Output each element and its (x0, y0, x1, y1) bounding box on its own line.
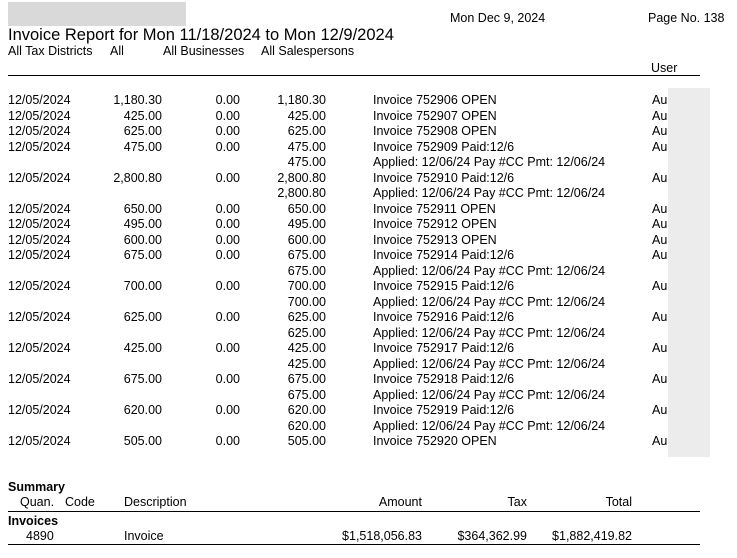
table-row (0, 140, 737, 156)
row-user: Au (652, 139, 668, 154)
row-user: Au (652, 434, 668, 448)
row-tax: 0.00 (215, 139, 240, 154)
row-tax: 0.00 (215, 201, 240, 216)
table-row (0, 248, 737, 264)
row-date: 12/05/2024 (8, 217, 71, 231)
row-description: Invoice 752916 Paid:12/6 (373, 310, 515, 324)
row-amount: 675.00 (123, 248, 162, 262)
row-description: Applied: 12/06/24 Pay #CC Pmt: 12/06/24 (373, 294, 606, 309)
row-total: 600.00 (287, 232, 326, 247)
row-date: 12/05/2024 (8, 434, 71, 448)
header-rule (8, 75, 700, 76)
row-tax: 0.00 (215, 310, 240, 324)
row-amount: 600.00 (123, 232, 162, 247)
row-total: 475.00 (287, 139, 326, 154)
row-total: 675.00 (287, 372, 326, 386)
row-user: Au (652, 403, 668, 417)
row-user: Au (652, 279, 668, 293)
row-description: Applied: 12/06/24 Pay #CC Pmt: 12/06/24 (373, 387, 606, 402)
invoice-table (0, 93, 737, 450)
row-tax: 0.00 (215, 434, 240, 448)
row-date: 12/05/2024 (8, 341, 71, 355)
row-description: Applied: 12/06/24 Pay #CC Pmt: 12/06/24 (373, 356, 606, 371)
row-description: Invoice 752909 Paid:12/6 (373, 139, 515, 154)
table-row (0, 403, 737, 419)
row-tax: 0.00 (215, 124, 240, 138)
table-row (0, 295, 737, 311)
row-total: 625.00 (287, 124, 326, 138)
summary-header-amount: Amount (378, 495, 422, 509)
row-description: Applied: 12/06/24 Pay #CC Pmt: 12/06/24 (373, 263, 606, 278)
row-description: Invoice 752915 Paid:12/6 (373, 279, 515, 293)
summary-header-tax: Tax (507, 495, 527, 509)
row-date: 12/05/2024 (8, 372, 71, 386)
table-row (0, 310, 737, 326)
table-row (0, 124, 737, 140)
row-description: Applied: 12/06/24 Pay #CC Pmt: 12/06/24 (373, 186, 606, 200)
table-row (0, 279, 737, 295)
row-description: Invoice 752914 Paid:12/6 (373, 248, 515, 262)
row-amount: 425.00 (123, 341, 162, 355)
table-row (0, 388, 737, 404)
table-row (0, 202, 737, 218)
row-description: Invoice 752907 OPEN (373, 108, 497, 123)
row-amount: 505.00 (123, 434, 162, 448)
row-total: 2,800.80 (277, 186, 326, 200)
report-title: Invoice Report for Mon 11/18/2024 to Mon 12/9/2024 (8, 26, 394, 44)
summary-header-description: Description (124, 495, 187, 509)
row-total: 620.00 (287, 418, 326, 433)
summary-group-label: Invoices (8, 514, 59, 528)
table-row (0, 264, 737, 280)
table-row (0, 372, 737, 388)
row-tax: 0.00 (215, 217, 240, 231)
row-total: 425.00 (287, 356, 326, 371)
row-user: Au (652, 310, 668, 324)
table-row (0, 171, 737, 187)
summary-header-quan: Quan. (20, 495, 55, 509)
row-total: 1,180.30 (277, 93, 326, 107)
row-tax: 0.00 (215, 372, 240, 386)
table-row (0, 233, 737, 249)
row-description: Applied: 12/06/24 Pay #CC Pmt: 12/06/24 (373, 325, 606, 340)
summary-tax: $364,362.99 (457, 529, 527, 543)
row-user: Au (652, 108, 668, 123)
summary-header-code: Code (65, 495, 95, 509)
row-total: 495.00 (287, 217, 326, 231)
summary-total: $1,882,419.82 (552, 529, 632, 543)
row-description: Invoice 752913 OPEN (373, 232, 497, 247)
row-date: 12/05/2024 (8, 93, 71, 107)
row-description: Invoice 752908 OPEN (373, 124, 497, 138)
row-date: 12/05/2024 (8, 108, 71, 123)
row-description: Invoice 752919 Paid:12/6 (373, 403, 515, 417)
table-row (0, 326, 737, 342)
page-number: Page No. 138 (648, 11, 725, 25)
row-tax: 0.00 (215, 341, 240, 355)
row-date: 12/05/2024 (8, 124, 71, 138)
row-user: Au (652, 170, 668, 185)
table-row (0, 93, 737, 109)
redacted-user-column (668, 88, 710, 457)
row-amount: 625.00 (123, 310, 162, 324)
summary-title: Summary (8, 480, 65, 494)
row-tax: 0.00 (215, 108, 240, 123)
row-description: Invoice 752920 OPEN (373, 434, 497, 448)
summary-header-total: Total (605, 495, 632, 509)
table-row (0, 419, 737, 435)
summary-description: Invoice (124, 529, 164, 543)
row-date: 12/05/2024 (8, 310, 71, 324)
table-row (0, 357, 737, 373)
row-total: 505.00 (287, 434, 326, 448)
row-date: 12/05/2024 (8, 170, 71, 185)
row-user: Au (652, 341, 668, 355)
row-user: Au (652, 372, 668, 386)
row-total: 675.00 (287, 248, 326, 262)
row-user: Au (652, 124, 668, 138)
row-description: Invoice 752912 OPEN (373, 217, 497, 231)
row-amount: 700.00 (123, 279, 162, 293)
table-row (0, 155, 737, 171)
row-total: 700.00 (287, 294, 326, 309)
row-tax: 0.00 (215, 93, 240, 107)
row-amount: 1,180.30 (113, 93, 162, 107)
row-description: Applied: 12/06/24 Pay #CC Pmt: 12/06/24 (373, 155, 606, 169)
row-total: 700.00 (287, 279, 326, 293)
user-column-header: User (651, 61, 678, 75)
row-description: Invoice 752917 Paid:12/6 (373, 341, 515, 355)
row-amount: 625.00 (123, 124, 162, 138)
row-total: 675.00 (287, 387, 326, 402)
row-amount: 2,800.80 (113, 170, 162, 185)
report-run-date: Mon Dec 9, 2024 (450, 11, 546, 25)
row-date: 12/05/2024 (8, 403, 71, 417)
row-tax: 0.00 (215, 279, 240, 293)
row-amount: 425.00 (123, 108, 162, 123)
row-description: Invoice 752910 Paid:12/6 (373, 170, 515, 185)
row-total: 675.00 (287, 263, 326, 278)
row-date: 12/05/2024 (8, 139, 71, 154)
row-tax: 0.00 (215, 232, 240, 247)
summary-bottom-rule (8, 544, 700, 545)
row-amount: 650.00 (123, 201, 162, 216)
row-total: 425.00 (287, 108, 326, 123)
row-total: 625.00 (287, 325, 326, 340)
row-amount: 475.00 (123, 139, 162, 154)
row-amount: 620.00 (123, 403, 162, 417)
row-amount: 675.00 (123, 372, 162, 386)
row-description: Invoice 752918 Paid:12/6 (373, 372, 515, 386)
row-tax: 0.00 (215, 170, 240, 185)
filter-businesses: All Businesses (163, 44, 245, 58)
row-user: Au (652, 217, 668, 231)
row-description: Invoice 752911 OPEN (373, 201, 496, 216)
table-row (0, 186, 737, 202)
row-user: Au (652, 232, 668, 247)
row-date: 12/05/2024 (8, 279, 71, 293)
filter-salespersons: All Salespersons (261, 44, 355, 58)
table-row (0, 341, 737, 357)
table-row (0, 217, 737, 233)
summary-rule (8, 511, 700, 512)
row-total: 425.00 (287, 341, 326, 355)
row-user: Au (652, 93, 668, 107)
row-total: 625.00 (287, 310, 326, 324)
row-date: 12/05/2024 (8, 201, 71, 216)
row-tax: 0.00 (215, 403, 240, 417)
row-user: Au (652, 248, 668, 262)
redacted-header-block (8, 2, 186, 26)
row-total: 2,800.80 (277, 170, 326, 185)
summary-quan: 4890 (26, 529, 54, 543)
summary-amount: $1,518,056.83 (342, 529, 422, 543)
row-total: 620.00 (287, 403, 326, 417)
table-row (0, 109, 737, 125)
table-row (0, 434, 737, 450)
row-tax: 0.00 (215, 248, 240, 262)
filter-all: All (110, 44, 124, 58)
row-description: Invoice 752906 OPEN (373, 93, 497, 107)
row-total: 475.00 (287, 155, 326, 169)
row-total: 650.00 (287, 201, 326, 216)
row-description: Applied: 12/06/24 Pay #CC Pmt: 12/06/24 (373, 418, 606, 433)
row-amount: 495.00 (123, 217, 162, 231)
row-date: 12/05/2024 (8, 248, 71, 262)
row-user: Au (652, 201, 668, 216)
row-date: 12/05/2024 (8, 232, 71, 247)
filter-tax-districts: All Tax Districts (8, 44, 93, 58)
